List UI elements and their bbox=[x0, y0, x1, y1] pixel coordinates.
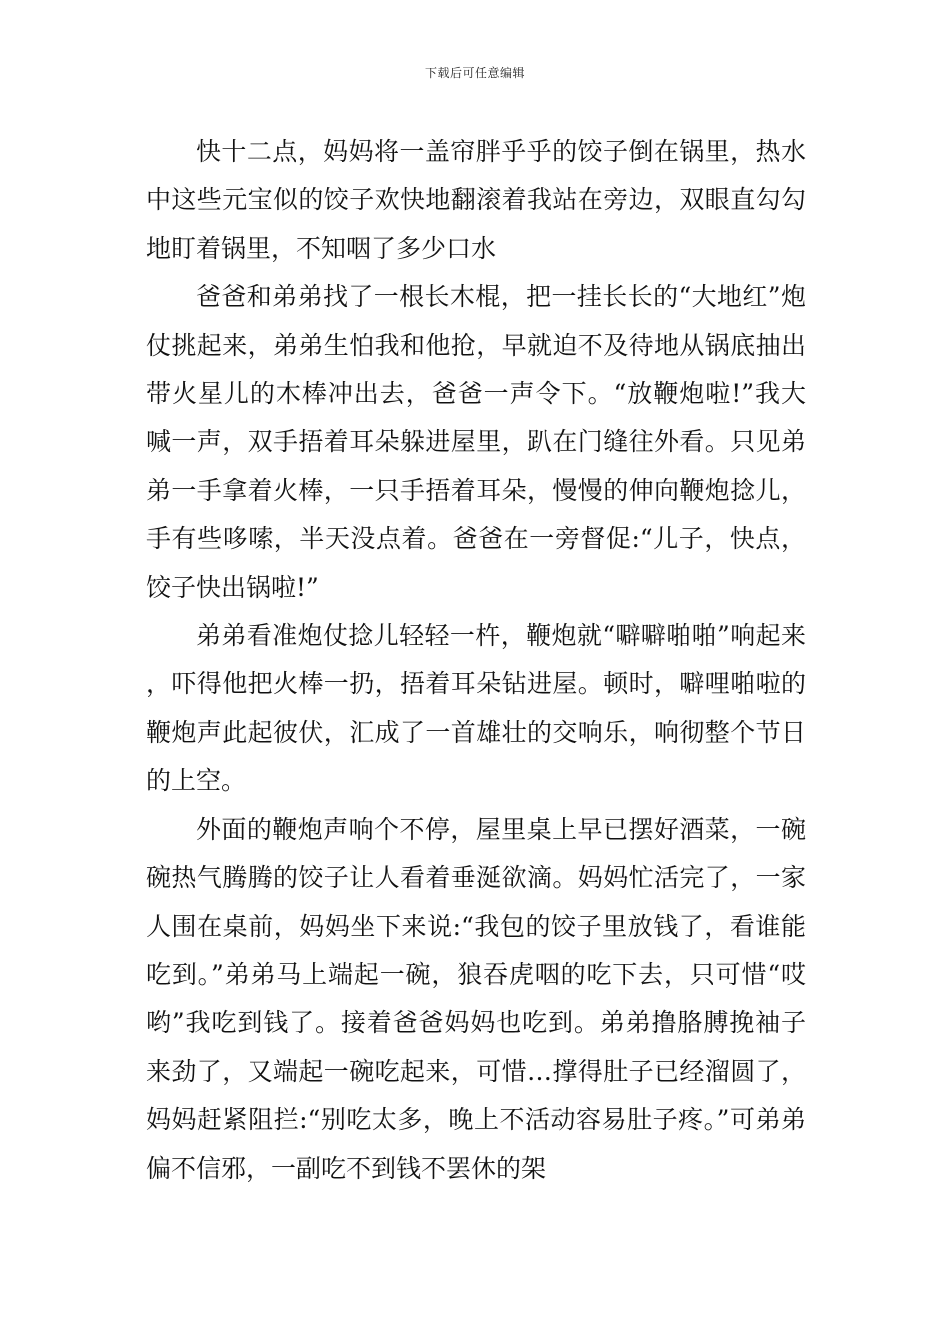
document-body bbox=[146, 128, 806, 1193]
paragraph-1: 快十二点，妈妈将一盖帘胖乎乎的饺子倒在锅里，热水中这些元宝似的饺子欢快地翻滚着我站在旁边，双眼直勾勾地盯着锅里，不知咽了多少口水 bbox=[146, 137, 806, 263]
paragraph-2: 爸爸和弟弟找了一根长木棍，把一挂长长的“大地红”炮仗挑起来，弟弟生怕我和他抢，早就迫不及待地从锅底抽出带火星儿的木棒冲出去，爸爸一声令下。“放鞭炮啦!”我大喊一声，双手捂着耳朵躲进屋里，趴在门缝往外看。只见弟弟一手拿着火棒，一只手捂着耳朵，慢慢的伸向鞭炮捻儿，手有些哆嗦，半天没点着。爸爸在一旁督促:“儿子，快点，饺子快出锅啦!” bbox=[146, 282, 806, 602]
paragraph-3: 弟弟看准炮仗捻儿轻轻一杵，鞭炮就“噼噼啪啪”响起来，吓得他把火棒一扔，捂着耳朵钻进屋。顿时，噼哩啪啦的鞭炮声此起彼伏，汇成了一首雄壮的交响乐，响彻整个节日的上空。 bbox=[146, 621, 806, 796]
paragraph-4: 外面的鞭炮声响个不停，屋里桌上早已摆好酒菜，一碗碗热气腾腾的饺子让人看着垂涎欲滴。妈妈忙活完了，一家人围在桌前，妈妈坐下来说:“我包的饺子里放钱了，看谁能吃到。”弟弟马上端起一碗，狼吞虎咽的吃下去，只可惜“哎哟”我吃到钱了。接着爸爸妈妈也吃到。弟弟撸胳膊挽袖子来劲了，又端起一碗吃起来，可惜…撑得肚子已经溜圆了，妈妈赶紧阻拦:“别吃太多，晚上不活动容易肚子疼。”可弟弟偏不信邪，一副吃不到钱不罢休的架 bbox=[146, 814, 806, 1183]
page-header: 下载后可任意编辑 bbox=[424, 66, 525, 80]
